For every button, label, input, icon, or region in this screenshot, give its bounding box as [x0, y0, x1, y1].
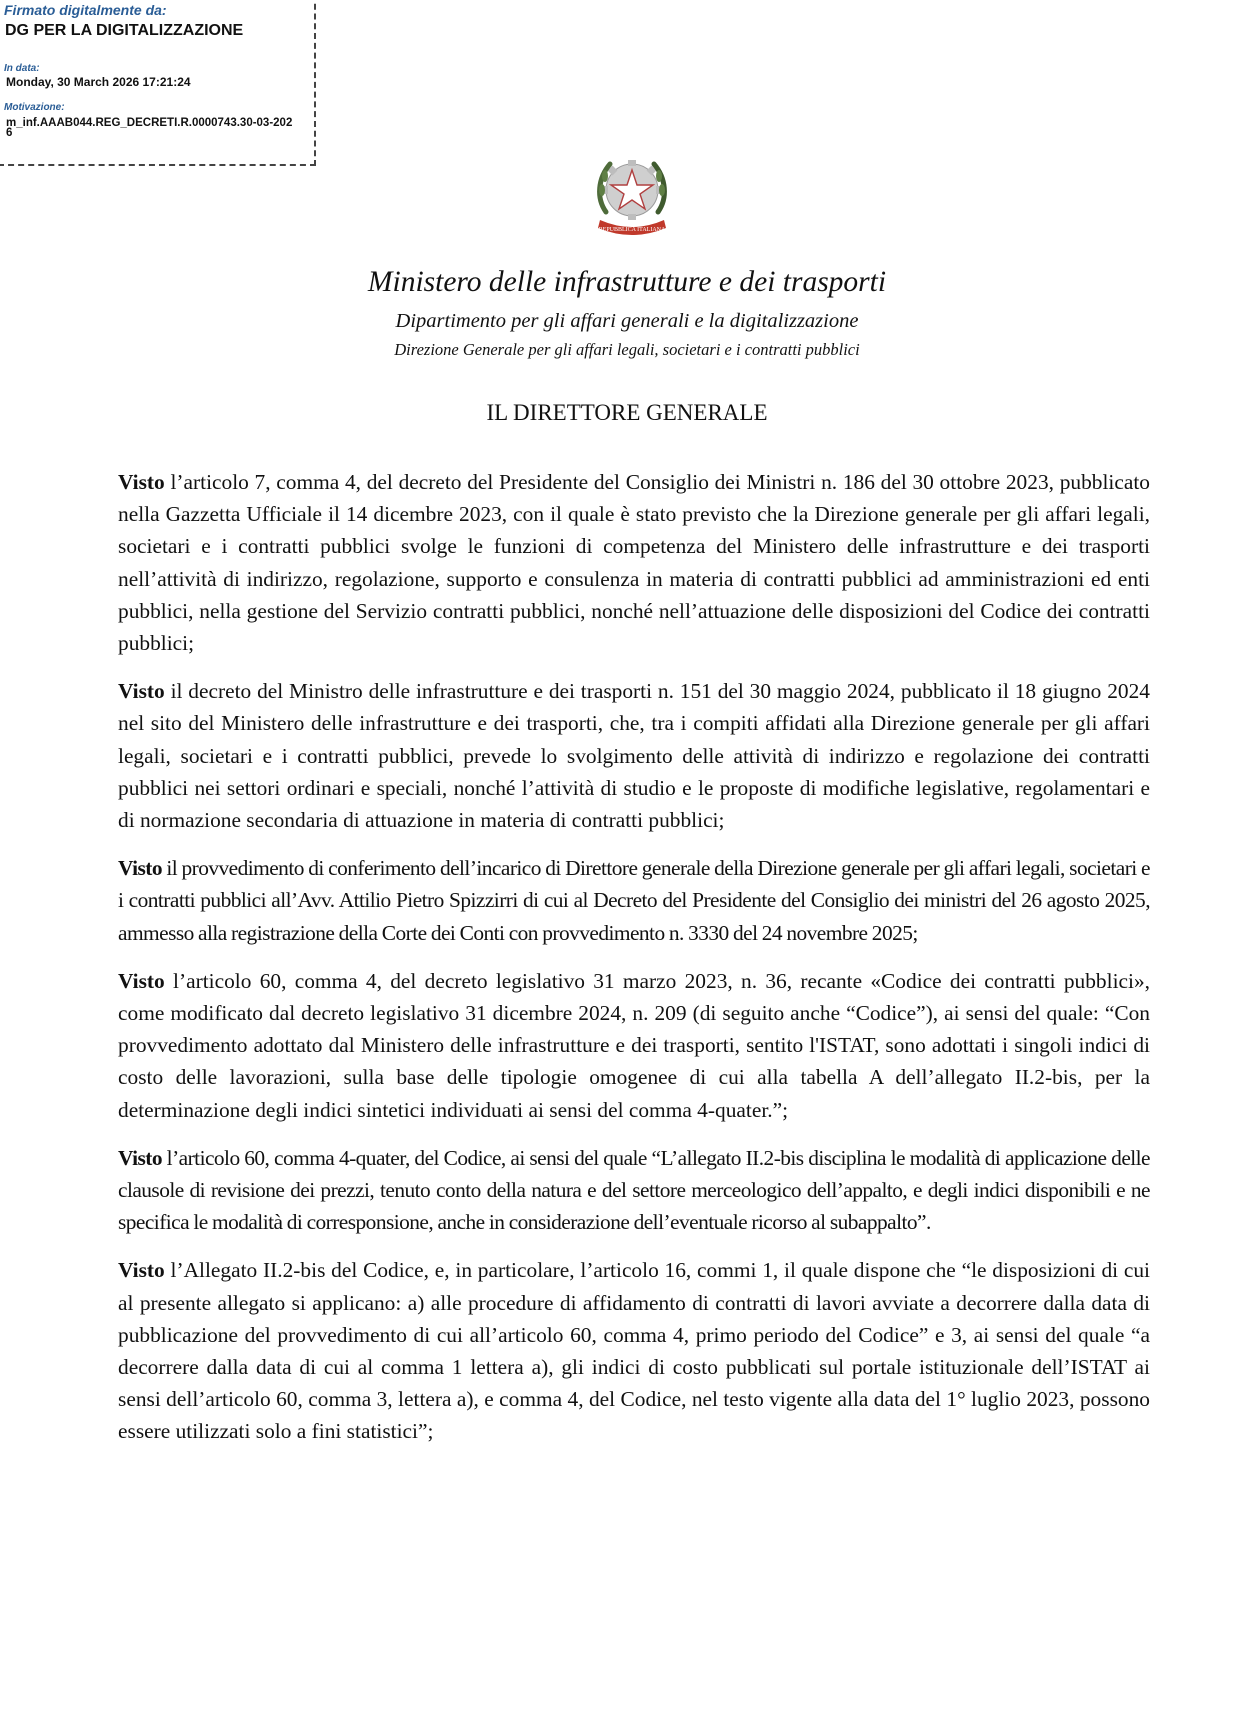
signed-by-label: Firmato digitalmente da:: [4, 2, 167, 18]
recital-lead: Visto: [118, 470, 165, 494]
department-name: Dipartimento per gli affari generali e la digitalizzazione: [395, 310, 859, 332]
recital-lead: Visto: [118, 679, 165, 704]
recital-text: l’articolo 60, comma 4, del decreto legislativo 31 marzo 2023, n. 36, recante «Codice dei contratti pubblici», come modificato dal decreto legislativo 31 dicembre 2024, n. 209 (di seguito anche “Codice”), ai sensi del quale: “Con provvedimento adottato dal Ministero delle infrastrutture e dei trasporti, sentito l'ISTAT, sono adottati i singoli indici di costo delle lavorazioni, sulla base delle tipologie omogenee di cui alla tabella A dell’allegato II.2-bis, per la determinazione degli indici sintetici individuati ai sensi del comma 4-quater.”;: [118, 968, 1150, 1122]
ministry-name: Ministero delle infrastrutture e dei trasporti: [367, 266, 887, 298]
signed-by-value: DG PER LA DIGITALIZZAZIONE: [5, 22, 244, 39]
document-body: [118, 466, 1150, 1464]
recital-lead: Visto: [118, 856, 162, 881]
recital-lead: Visto: [118, 968, 165, 993]
signature-reason-value: m_inf.AAAB044.REG_DECRETI.R.0000743.30-03-2026: [6, 117, 293, 139]
document-title: IL DIRETTORE GENERALE: [486, 400, 768, 425]
recital-paragraph: [118, 1142, 1150, 1239]
signature-date-value: Monday, 30 March 2026 17:21:24: [6, 75, 191, 89]
recital-text: l’articolo 7, comma 4, del decreto del Presidente del Consiglio dei Ministri n. 186 del 30 ottobre 2023, pubblicato nella Gazzetta Ufficiale il 14 dicembre 2023, con il quale è stato previsto che la Direzione generale per gli affari legali, societari e i contratti pubblici svolge le funzioni di competenza del Ministero delle infrastrutture e dei trasporti nell’attività di indirizzo, regolazione, supporto e consulenza in materia di contratti pubblici ad amministrazioni ed enti pubblici, nella gestione del Servizio contratti pubblici, nonché nell’attuazione delle disposizioni del Codice dei contratti pubblici;: [118, 470, 1150, 656]
recital-paragraph: [118, 675, 1150, 836]
recital-paragraph: [118, 1254, 1150, 1447]
recital-text: l’articolo 60, comma 4-quater, del Codice, ai sensi del quale “L’allegato II.2-bis disciplina le modalità di applicazione delle clausole di revisione dei prezzi, tenuto conto della natura e del settore merceologico dell’appalto, e degli indici disponibili e ne specifica le modalità di corresponsione, anche in considerazione dell’eventuale ricorso al subappalto”.: [118, 1145, 1150, 1235]
recital-lead: Visto: [118, 1258, 165, 1283]
recital-paragraph: [118, 852, 1150, 949]
signature-reason-label: Motivazione:: [4, 102, 65, 113]
directorate-name: Direzione Generale per gli affari legali, societari e i contratti pubblici: [394, 340, 860, 359]
recital-paragraph: [118, 965, 1150, 1126]
recital-paragraph: [118, 466, 1150, 659]
recital-text: il decreto del Ministro delle infrastrutture e dei trasporti n. 151 del 30 maggio 2024, pubblicato il 18 giugno 2024 nel sito del Ministero delle infrastrutture e dei trasporti, che, tra i compiti affidati alla Direzione generale per gli affari legali, societari e i contratti pubblici, prevede lo svolgimento delle attività di indirizzo e regolazione dei contratti pubblici nei settori ordinari e speciali, nonché l’attività di studio e le proposte di modifiche legislative, regolamentari e di normazione secondaria di attuazione in materia di contratti pubblici;: [118, 679, 1150, 833]
recital-text: il provvedimento di conferimento dell’incarico di Direttore generale della Direzione generale per gli affari legali, societari e i contratti pubblici all’Avv. Attilio Pietro Spizzirri di cui al Decreto del Presidente del Consiglio dei ministri del 26 agosto 2025, ammesso alla registrazione della Corte dei Conti con provvedimento n. 3330 del 24 novembre 2025;: [118, 856, 1150, 945]
recital-text: l’Allegato II.2-bis del Codice, e, in particolare, l’articolo 16, commi 1, il quale dispone che “le disposizioni di cui al presente allegato si applicano: a) alle procedure di affidamento di contratti di lavori avviate a decorrere dalla data di pubblicazione del provvedimento di cui all’articolo 60, comma 4, primo periodo del Codice” e 3, ai sensi del quale “a decorrere dalla data di cui al comma 1 lettera a), gli indici di costo pubblicati sul portale istituzionale dell’ISTAT ai sensi dell’articolo 60, comma 3, lettera a), e comma 4, del Codice, nel testo vigente alla data del 1° luglio 2023, possono essere utilizzati solo a fini statistici”;: [118, 1258, 1150, 1444]
repubblica-italiana-emblem-icon: [590, 150, 674, 238]
emblem-banner-text: REPUBBLICA ITALIANA: [598, 227, 666, 233]
signature-date-label: In data:: [4, 63, 40, 74]
digital-signature-stamp: [0, 0, 316, 166]
recital-lead: Visto: [118, 1145, 162, 1170]
